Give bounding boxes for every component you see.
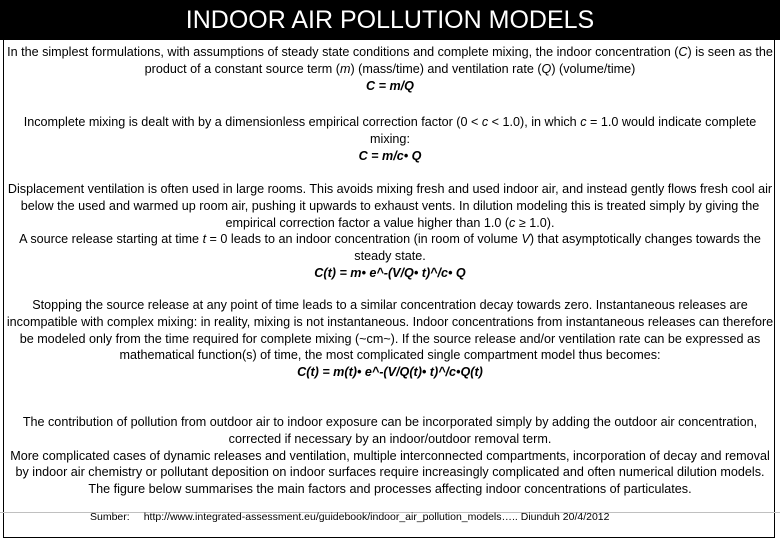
p5-text-c: The figure below summarises the main factors and processes affecting indoor concentrations of particulates. [88,482,692,497]
p2-var-c1: c [481,115,489,129]
formula-incomplete-mixing: C = m/c• Q [358,148,422,163]
p3-text-a: Displacement ventilation is often used in large rooms. This avoids mixing fresh and used indoor air, and instead gently flows fresh cool air below the used and warmed up room air, pushing it upwards to exhaust vents. In dilution modeling this is treated simply by giving the empirical correction factor a value higher than 1.0 ( [7,182,773,230]
paragraph-concentration-decay [4,297,776,381]
formula-source-release: C(t) = m• e^-(V/Q• t)^/c• Q [314,265,466,280]
p4-text: Stopping the source release at any point of time leads to a similar concentration decay towards zero. Instantaneous releases are incompatible with complex mixing: in reality, mixing is not instantaneous. Indoor concentrations from instantaneous releases can therefore be modeled only from the time required for complete mixing (~cm~). If the source release and/or ventilation rate can be expressed as mathematical function(s) of time, the most complicated single compartment model thus becomes: [6,298,774,363]
title-bar [0,0,780,40]
p1-text-b: ) is seen as the product of a constant source term ( [144,45,773,76]
page-title: INDOOR AIR POLLUTION MODELS [185,5,595,34]
p3-text-b: ≥ 1.0). [515,215,555,230]
paragraph-incomplete-mixing [4,114,776,164]
p2-text-c: = 1.0 would indicate complete mixing: [370,115,757,146]
paragraph-displacement-ventilation [4,181,776,282]
p5-text-b: More complicated cases of dynamic releases and ventilation, multiple interconnected compartments, incorporation of decay and removal by indoor air chemistry or pollutant deposition on indoor surfaces require increasingly complicated and often numerical dilution models. [10,448,770,480]
p3-var-c: c [509,215,516,230]
p1-var-q: Q [541,61,552,76]
p3-var-v: V [521,232,530,247]
p2-text-a: Incomplete mixing is dealt with by a dimensionless empirical correction factor (0 < [23,115,482,129]
p3-text-e: ) that asymptotically changes towards the steady state. [354,232,761,264]
source-label: Sumber: [90,511,130,523]
p5-text-a: The contribution of pollution from outdoor air to indoor exposure can be incorporated simply by adding the outdoor air concentration, corrected if necessary by an indoor/outdoor removal term. [22,415,758,446]
paragraph-outdoor-contribution [4,414,776,498]
source-text: http://www.integrated-assessment.eu/guidebook/indoor_air_pollution_models….. Diunduh 20/4/2012 [143,511,610,523]
p1-text-d: ) (volume/time) [551,61,636,76]
p2-var-c2: c [580,115,587,129]
p2-text-b: < 1.0), in which [488,115,581,129]
content-panel [3,40,775,538]
p1-text-c: ) (mass/time) and ventilation rate ( [350,61,542,76]
p3-text-d: = 0 leads to an indoor concentration (in room of volume [206,232,522,247]
p1-var-m: m [339,61,351,76]
p3-var-t: t [202,232,207,247]
p3-text-c: A source release starting at time [19,232,203,247]
p1-text-a: In the simplest formulations, with assumptions of steady state conditions and complete mixing, the indoor concentration ( [7,45,679,59]
formula-steady-state: C = m/Q [366,78,414,93]
formula-single-compartment: C(t) = m(t)• e^-(V/Q(t)• t)^/c•Q(t) [297,365,483,380]
source-footer [90,511,609,524]
p1-var-c: C [678,45,688,59]
paragraph-steady-state [4,44,776,94]
